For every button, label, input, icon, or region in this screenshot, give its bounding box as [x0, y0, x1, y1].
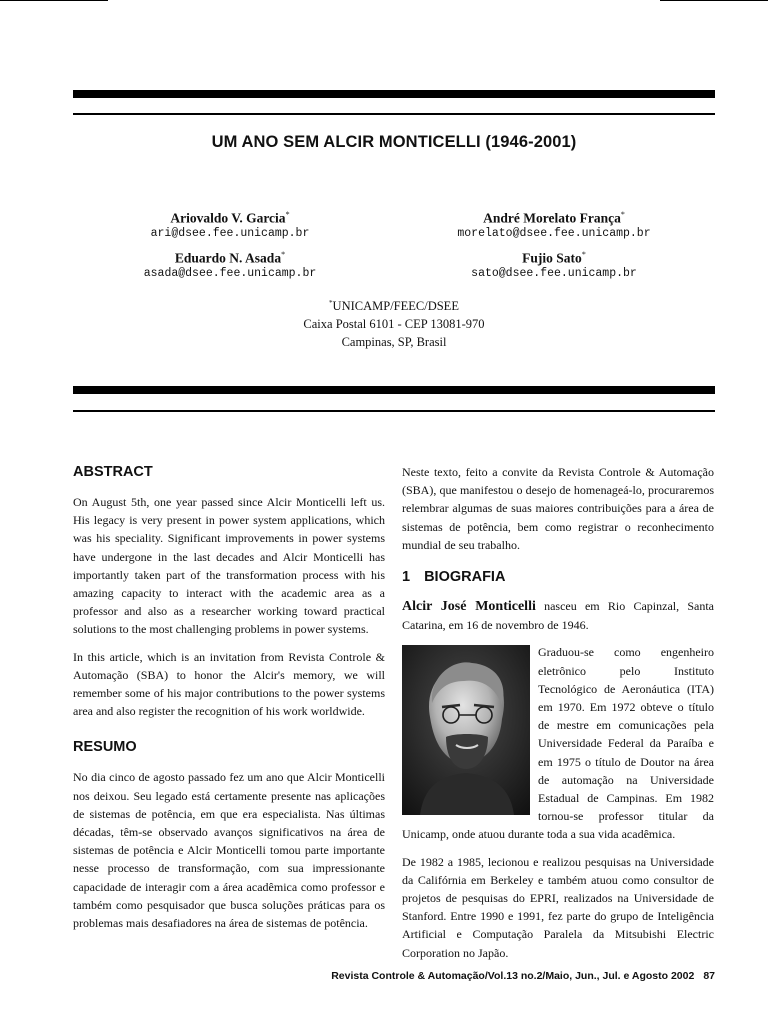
author-name: Eduardo N. Asada*: [174, 250, 286, 266]
author-name: Fujio Sato*: [522, 250, 586, 266]
header-rule-thick: [73, 90, 715, 98]
author-email: asada@dsee.fee.unicamp.br: [143, 266, 317, 280]
abstract-paragraph: On August 5th, one year passed since Alcir Monticelli left us. His legacy is very present in power system applications, which was his speciality. Significant improvements in power systems have undergone in the last decades and Alcir Monticelli has importantly taken part of the transformation process with his amazing capacity to interact with the academic area as a professor and also as a researcher working toward practical solutions to the most challenging problems in power systems.: [73, 495, 385, 637]
abstract-heading: ABSTRACT: [73, 464, 153, 480]
portrait-photo: [402, 645, 530, 815]
crop-mark-right: [660, 0, 768, 1]
biography-paragraph: Graduou-se como engenheiro eletrônico pelo Instituto Tecnológico de Aeronáutica (ITA) em 1970. Em 1972 obteve o título de mestre em comunicações pela Universidade Federal da Paraíba e em 1975 o título de Doutor na área de automação na Universidade Estadual de Campinas. Em 1982 tornou-se professor titular da Unicamp, onde atuou durante toda a sua vida acadêmica.: [402, 645, 714, 842]
affiliation-line: Campinas, SP, Brasil: [341, 335, 447, 350]
subject-name: Alcir José Monticelli: [402, 599, 536, 615]
body-rule-thin: [73, 410, 715, 412]
header-rule-thin: [73, 113, 715, 115]
author-block: [404, 206, 704, 241]
body-rule-thick: [73, 386, 715, 394]
affiliation-line: Caixa Postal 6101 - CEP 13081-970: [303, 317, 485, 332]
left-column: [73, 463, 385, 941]
author-block: [80, 206, 380, 241]
crop-mark-left: [0, 0, 108, 1]
author-email: ari@dsee.fee.unicamp.br: [150, 226, 310, 240]
author-name: André Morelato França*: [483, 210, 625, 226]
author-block: [404, 246, 704, 281]
journal-citation: Revista Controle & Automação/Vol.13 no.2/Maio, Jun., Jul. e Agosto 2002: [331, 970, 695, 982]
biography-paragraph: De 1982 a 1985, lecionou e realizou pesquisas na Universidade da Califórnia em Berkeley e também atuou como consultor de projetos de pesquisas do EPRI, realizados na Universidade de Stanford. Entre 1990 e 1991, fez parte do grupo de Inteligência Artificial e Computação Paralela da Mitsubishi Electric Corporation no Japão.: [402, 854, 714, 960]
intro-paragraph: Neste texto, feito a convite da Revista Controle & Automação (SBA), que manifestou o desejo de homenageá-lo, procuraremos relembrar algumas de suas maiores contribuições para a área de sistemas de potência, bem como registrar o reconhecimento mundial de seu trabalho.: [402, 465, 714, 552]
resumo-paragraph: No dia cinco de agosto passado fez um ano que Alcir Monticelli nos deixou. Seu legado está certamente presente nas aplicações de sistemas de potência, em que era especialista. Nas últimas décadas, têm-se observado avanços significativos na área de sistemas de potência e Alcir Monticelli tomou parte importante nesse processo de transformação, com sua impressionante capacidade de interagir com a área acadêmica como professor e também como pesquisador que busca soluções práticas para os problemas mais desafiadores na área de sistemas de potência.: [73, 770, 385, 931]
author-block: [80, 246, 380, 281]
affiliation: [73, 294, 715, 351]
section-heading: 1 BIOGRAFIA: [402, 569, 506, 586]
abstract-paragraph: In this article, which is an invitation from Revista Controle & Automação (SBA) to honor the Alcir's memory, we will remember some of his major contributions to the power systems area and also register the recognition of his work worldwide.: [73, 649, 385, 719]
right-column: [402, 463, 714, 971]
page-number: 87: [703, 970, 715, 982]
author-name: Ariovaldo V. Garcia*: [170, 210, 290, 226]
affiliation-line: *UNICAMP/FEEC/DSEE: [329, 299, 459, 314]
paper-title: UM ANO SEM ALCIR MONTICELLI (1946-2001): [211, 133, 577, 151]
page-footer: [331, 970, 715, 982]
author-email: sato@dsee.fee.unicamp.br: [471, 266, 637, 280]
resumo-heading: RESUMO: [73, 739, 137, 756]
author-email: morelato@dsee.fee.unicamp.br: [457, 226, 651, 240]
biography-paragraph: Alcir José Monticelli nasceu em Rio Capinzal, Santa Catarina, em 16 de novembro de 1946.: [402, 599, 714, 633]
